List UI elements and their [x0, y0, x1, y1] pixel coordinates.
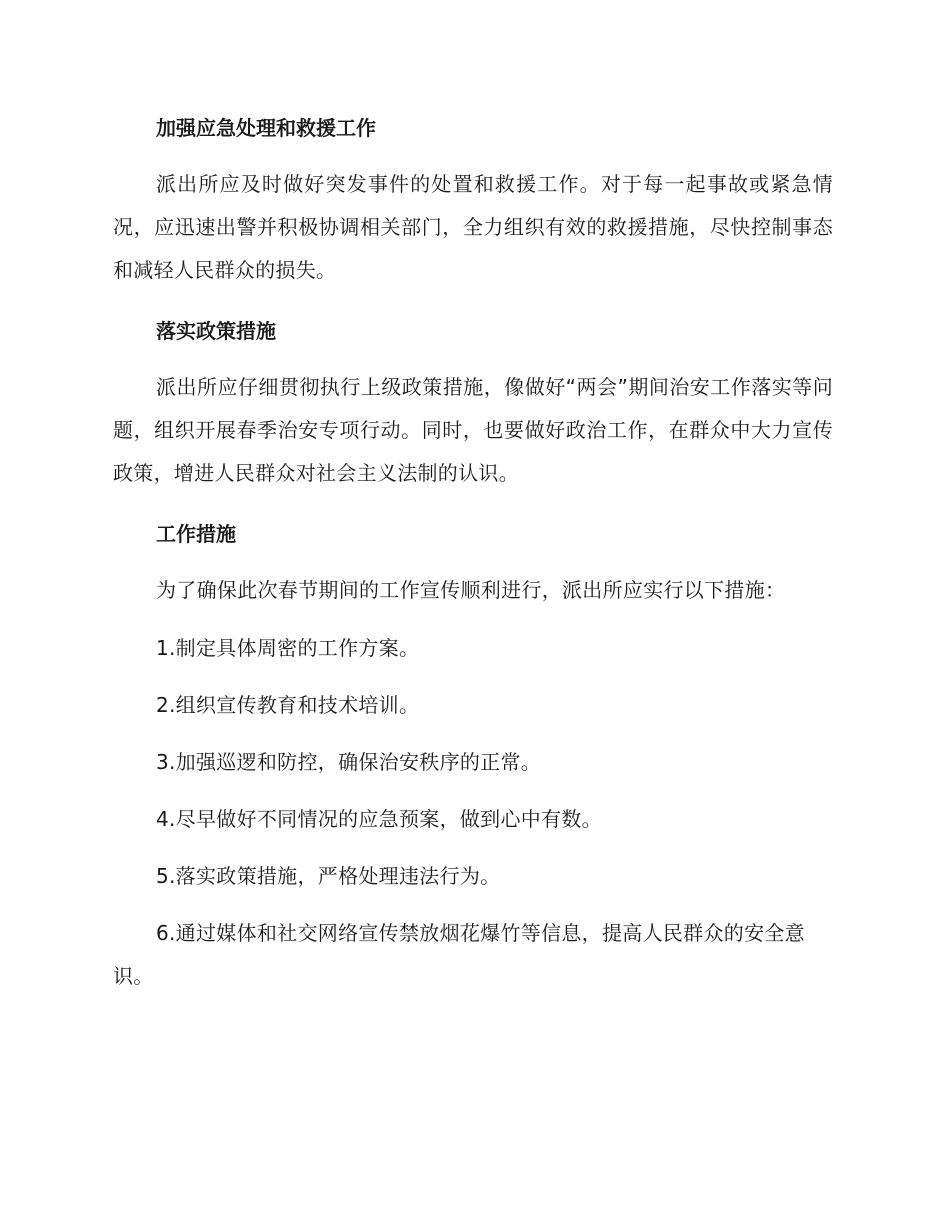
section-body-measures: 为了确保此次春节期间的工作宣传顺利进行，派出所应实行以下措施：	[156, 578, 786, 602]
list-item: 5.落实政策措施，严格处理违法行为。	[156, 864, 501, 888]
section-heading-policy: 落实政策措施	[156, 319, 276, 343]
list-item: 6.通过媒体和社交网络宣传禁放烟花爆竹等信息，提高人民群众的安全意识。	[113, 921, 805, 988]
document-page	[113, 108, 833, 1012]
section-body-policy: 派出所应仔细贯彻执行上级政策措施，像做好“两会”期间治安工作落实等问题，组织开展春季治安专项行动。同时，也要做好政治工作，在群众中大力宣传政策，增进人民群众对社会主义法制的认识。	[113, 375, 833, 485]
list-item: 4.尽早做好不同情况的应急预案，做到心中有数。	[156, 807, 602, 831]
list-item: 3.加强巡逻和防控，确保治安秩序的正常。	[156, 750, 542, 774]
section-heading-measures: 工作措施	[156, 522, 236, 546]
list-item: 1.制定具体周密的工作方案。	[156, 636, 420, 660]
section-heading-emergency: 加强应急处理和救援工作	[156, 116, 376, 140]
section-body-emergency: 派出所应及时做好突发事件的处置和救援工作。对于每一起事故或紧急情况，应迅速出警并积极协调相关部门，全力组织有效的救援措施，尽快控制事态和减轻人民群众的损失。	[113, 172, 833, 282]
list-item: 2.组织宣传教育和技术培训。	[156, 693, 420, 717]
